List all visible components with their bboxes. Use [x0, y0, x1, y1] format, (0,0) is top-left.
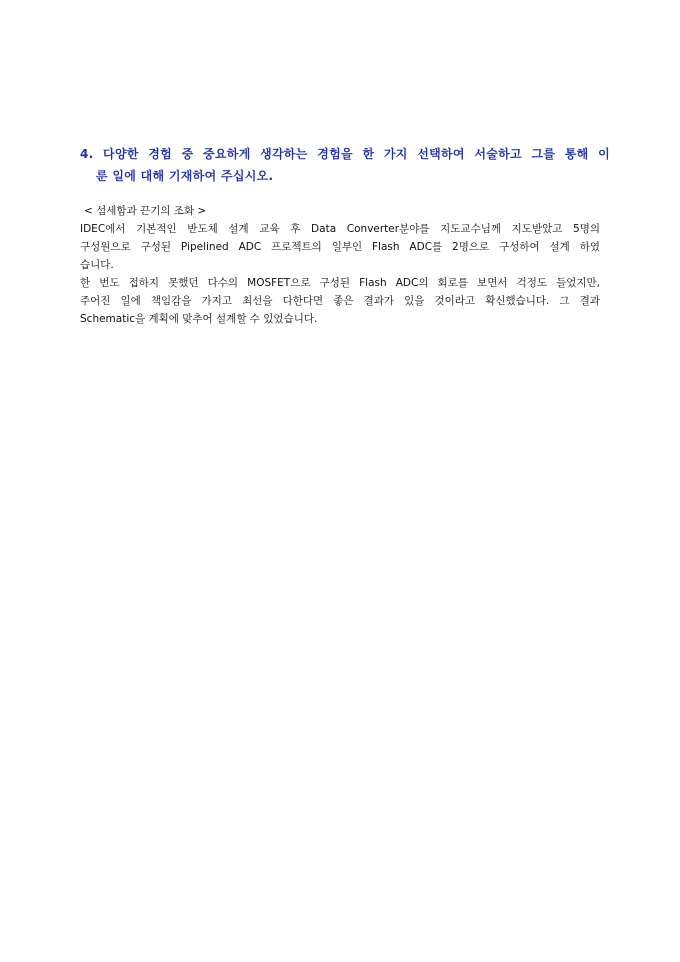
question-block [80, 143, 610, 187]
answer-line: 한 번도 접하지 못했던 다수의 MOSFET으로 구성된 Flash ADC의 회로를 보면서 걱정도 들었지만, [80, 277, 600, 289]
question-line-2: 룬 일에 대해 기재하여 주십시오. [96, 169, 274, 183]
answer-heading: < 섬세함과 끈기의 조화 > [84, 205, 207, 217]
answer-line: IDEC에서 기본적인 반도체 설계 교육 후 Data Converter분야를 지도교수님께 지도받았고 5명의 [80, 223, 600, 235]
answer-line: 구성원으로 구성된 Pipelined ADC 프로젝트의 일부인 Flash ADC를 2명으로 구성하여 설계 하였 [80, 241, 600, 253]
answer-line: Schematic을 계획에 맞추어 설계할 수 있었습니다. [80, 313, 318, 325]
answer-block [80, 202, 600, 328]
answer-line: 습니다. [80, 259, 114, 271]
question-line-1: 4. 다양한 경험 중 중요하게 생각하는 경험을 한 가지 선택하여 서술하고 그를 통해 이 [80, 147, 610, 161]
answer-line: 주어진 일에 책임감을 가지고 최선을 다한다면 좋은 결과가 있을 것이라고 확신했습니다. 그 결과 [80, 295, 600, 307]
